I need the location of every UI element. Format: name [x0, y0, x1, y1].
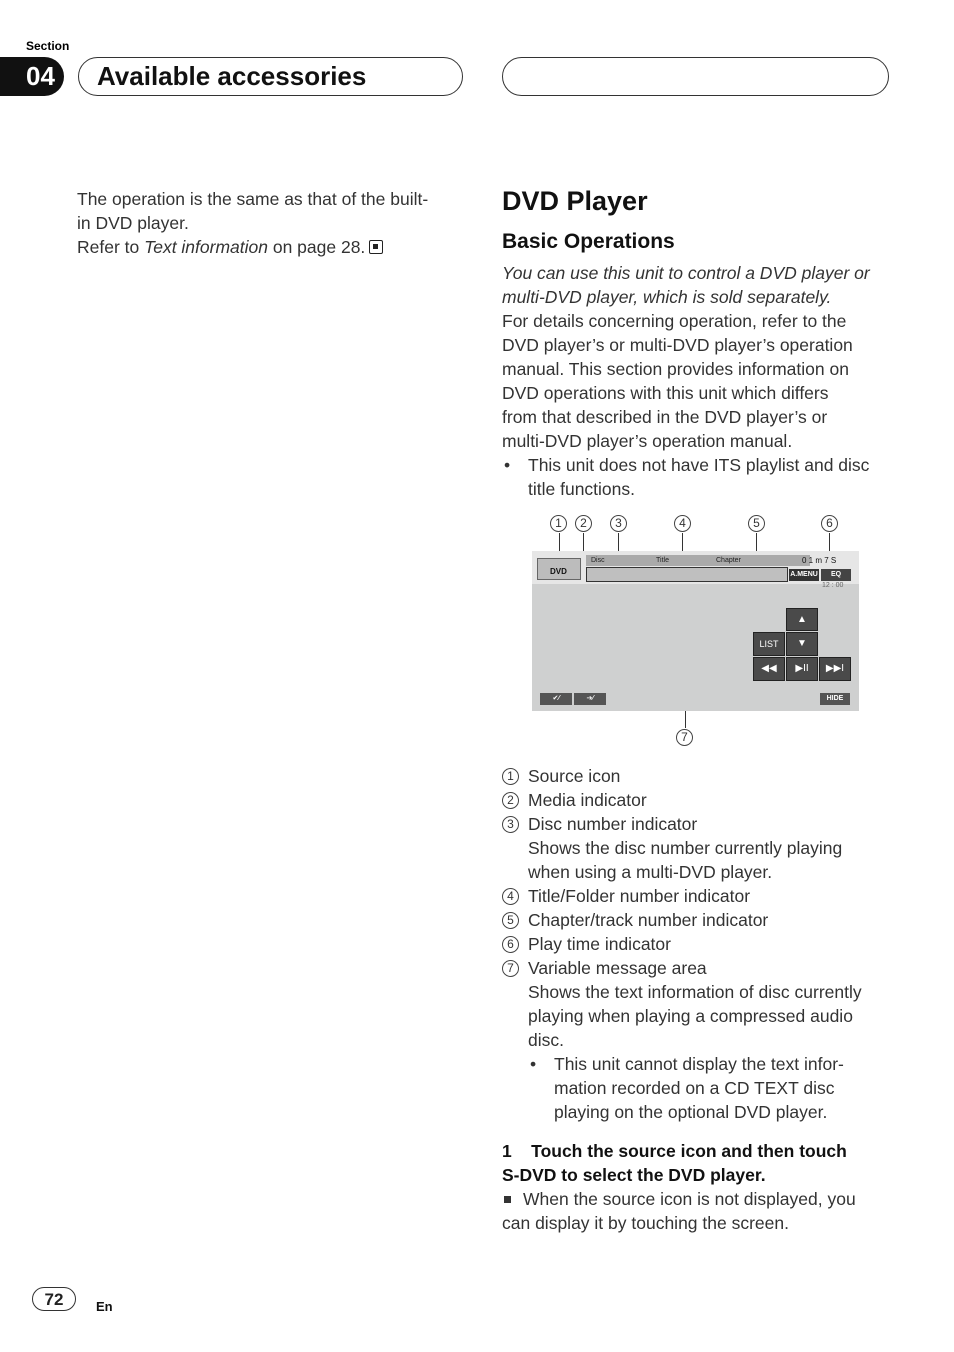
bullet-line-2: title functions.: [528, 479, 635, 499]
legend-detail-3a: Shows the disc number currently playing: [528, 838, 843, 858]
list-button[interactable]: LIST: [753, 632, 785, 656]
refer-suffix: on page 28.: [267, 237, 366, 257]
refer-line: [77, 235, 457, 259]
legend-number-6: 6: [502, 936, 519, 953]
refer-prefix: Refer to: [77, 237, 145, 257]
header-right-frame: [502, 57, 889, 96]
callout-7: 7: [676, 729, 693, 746]
bullet-line-1: This unit does not have ITS playlist and disc: [528, 455, 870, 475]
dvd-player-heading: DVD Player: [502, 186, 648, 216]
legend-item-1: [502, 764, 897, 788]
square-bullet-icon: [504, 1196, 511, 1203]
legend-detail-7c: disc.: [528, 1030, 564, 1050]
legend-item-5: [502, 908, 897, 932]
bottom-function-button-2[interactable]: ➔⁄: [574, 693, 606, 705]
basic-operations-heading: Basic Operations: [502, 230, 675, 253]
left-line-2: in DVD player.: [77, 213, 189, 233]
note-line-1-text: When the source icon is not displayed, you: [523, 1189, 856, 1209]
section-number: 04: [0, 57, 64, 96]
legend-text-5: Chapter/track number indicator: [528, 910, 769, 930]
legend-item-2: [502, 788, 897, 812]
bullet-dot-icon: •: [530, 1054, 537, 1074]
legend-item-7: [502, 956, 897, 980]
clock-readout: 12 : 00: [822, 582, 844, 589]
callout-4: 4: [674, 515, 691, 532]
body-line-5: from that described in the DVD player’s or: [502, 407, 828, 427]
subbullet-line-2: mation recorded on a CD TEXT disc: [554, 1078, 835, 1098]
indicator-strip: [586, 555, 810, 566]
legend-text-3: Disc number indicator: [528, 814, 698, 834]
bottom-function-button-1[interactable]: ✔⁄: [540, 693, 572, 705]
body-line-2: DVD player’s or multi-DVD player’s operation: [502, 335, 853, 355]
step-line-2: S-DVD to select the DVD player.: [502, 1165, 766, 1185]
body-line-6: multi-DVD player’s operation manual.: [502, 431, 793, 451]
body-line-1: For details concerning operation, refer to the: [502, 311, 847, 331]
note-line-1: [502, 1187, 897, 1211]
eq-button[interactable]: EQ: [821, 569, 851, 581]
chapter-number-indicator: Chapter: [716, 557, 741, 564]
legend-number-2: 2: [502, 792, 519, 809]
left-line-1: The operation is the same as that of the built-: [77, 189, 429, 209]
callout-6: 6: [821, 515, 838, 532]
legend-item-3: [502, 812, 897, 836]
body-line-3: manual. This section provides information on: [502, 359, 849, 379]
intro-italic-1: You can use this unit to control a DVD player or: [502, 263, 870, 283]
previous-track-button[interactable]: ◀◀: [753, 657, 785, 681]
section-label: Section: [26, 39, 70, 53]
language-label: En: [96, 1299, 113, 1314]
legend-number-7: 7: [502, 960, 519, 977]
legend-text-4: Title/Folder number indicator: [528, 886, 751, 906]
legend-number-4: 4: [502, 888, 519, 905]
legend-number-3: 3: [502, 816, 519, 833]
body-line-4: DVD operations with this unit which differs: [502, 383, 829, 403]
bullet-dot-icon: •: [504, 455, 511, 475]
legend-text-1: Source icon: [528, 766, 621, 786]
note-line-2: can display it by touching the screen.: [502, 1213, 789, 1233]
callout-1: 1: [550, 515, 567, 532]
page-number: 72: [32, 1287, 76, 1311]
down-button[interactable]: ▼: [786, 632, 818, 656]
hide-button[interactable]: HIDE: [820, 693, 850, 705]
dvd-intro: [502, 261, 897, 501]
page-title: Available accessories: [97, 61, 367, 91]
intro-italic-2: multi-DVD player, which is sold separately.: [502, 287, 832, 307]
end-mark-icon: [369, 240, 383, 254]
step-1-instruction: [502, 1139, 897, 1187]
title-number-indicator: Title: [656, 557, 669, 564]
legend-detail-3b: when using a multi-DVD player.: [528, 862, 773, 882]
play-pause-button[interactable]: ▶II: [786, 657, 818, 681]
step-note: [502, 1187, 897, 1235]
source-label: DVD: [550, 567, 567, 576]
callout-5: 5: [748, 515, 765, 532]
callout-3: 3: [610, 515, 627, 532]
variable-message-area: [586, 567, 788, 582]
legend-subbullet: [502, 1052, 897, 1124]
up-button[interactable]: ▲: [786, 608, 818, 631]
figure-legend: [502, 764, 897, 1124]
legend-text-7: Variable message area: [528, 958, 707, 978]
legend-detail-7a: Shows the text information of disc currently: [528, 982, 862, 1002]
legend-item-4: [502, 884, 897, 908]
legend-detail-7b: playing when playing a compressed audio: [528, 1006, 853, 1026]
dvd-screen-figure: [532, 551, 859, 711]
next-track-button[interactable]: ▶▶I: [819, 657, 851, 681]
its-bullet: [502, 453, 897, 501]
legend-number-5: 5: [502, 912, 519, 929]
subbullet-line-3: playing on the optional DVD player.: [554, 1102, 828, 1122]
legend-text-2: Media indicator: [528, 790, 647, 810]
callout-2: 2: [575, 515, 592, 532]
legend-number-1: 1: [502, 768, 519, 785]
step-line-1: 1 Touch the source icon and then touch: [502, 1141, 847, 1161]
audio-menu-button[interactable]: A.MENU: [789, 569, 819, 581]
left-column-text: [77, 187, 457, 259]
legend-item-6: [502, 932, 897, 956]
subbullet-line-1: This unit cannot display the text infor-: [554, 1054, 844, 1074]
refer-link-text: Text information: [144, 237, 268, 257]
legend-text-6: Play time indicator: [528, 934, 671, 954]
disc-number-indicator: Disc: [591, 557, 605, 564]
play-time-indicator: 0 1 m 7 S: [802, 556, 837, 565]
